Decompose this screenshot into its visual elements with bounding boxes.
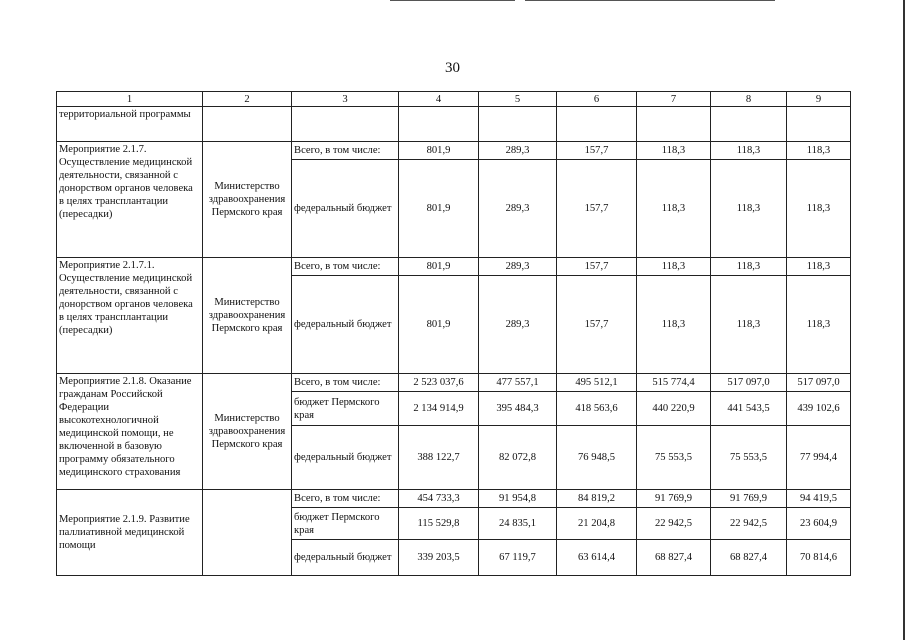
amount-cell: 289,3 [479,160,557,258]
amount-cell: 395 484,3 [479,392,557,426]
amount-cell: 77 994,4 [787,426,851,490]
amount-cell: 801,9 [399,258,479,276]
measure-name: Мероприятие 2.1.8. Оказание гражданам Российской Федерации высокотехнологичной медицинской помощи, не включенной в базовую программу обязательного медицинского страхования [57,374,203,490]
amount-cell: 157,7 [557,276,637,374]
amount-cell: 118,3 [787,276,851,374]
empty-cell [479,107,557,142]
amount-cell: 441 543,5 [711,392,787,426]
amount-cell: 63 614,4 [557,540,637,576]
amount-cell: 118,3 [711,160,787,258]
empty-cell [637,107,711,142]
amount-cell: 118,3 [637,160,711,258]
funding-source: федеральный бюджет [292,276,399,374]
funding-source: Всего, в том числе: [292,142,399,160]
measure-name: Мероприятие 2.1.9. Развитие паллиативной медицинской помощи [57,490,203,576]
column-number: 3 [292,92,399,107]
amount-cell: 517 097,0 [787,374,851,392]
column-number: 6 [557,92,637,107]
amount-cell: 21 204,8 [557,508,637,540]
empty-cell [787,107,851,142]
amount-cell: 22 942,5 [637,508,711,540]
funding-source: Всего, в том числе: [292,490,399,508]
funding-source: федеральный бюджет [292,540,399,576]
amount-cell: 68 827,4 [637,540,711,576]
column-number: 5 [479,92,557,107]
amount-cell: 118,3 [787,160,851,258]
amount-cell: 801,9 [399,160,479,258]
amount-cell: 23 604,9 [787,508,851,540]
amount-cell: 289,3 [479,276,557,374]
empty-cell [292,107,399,142]
column-number: 9 [787,92,851,107]
amount-cell: 118,3 [711,142,787,160]
column-number: 7 [637,92,711,107]
amount-cell: 22 942,5 [711,508,787,540]
amount-cell: 515 774,4 [637,374,711,392]
empty-cell [399,107,479,142]
column-number: 1 [57,92,203,107]
amount-cell: 67 119,7 [479,540,557,576]
funding-source: Всего, в том числе: [292,374,399,392]
amount-cell: 118,3 [637,276,711,374]
funding-source: федеральный бюджет [292,426,399,490]
measure-executor: Министерство здравоохранения Пермского края [203,258,292,374]
amount-cell: 91 769,9 [711,490,787,508]
amount-cell: 118,3 [787,142,851,160]
amount-cell: 118,3 [787,258,851,276]
column-number: 2 [203,92,292,107]
column-number: 4 [399,92,479,107]
amount-cell: 157,7 [557,258,637,276]
table-row [57,142,851,160]
amount-cell: 94 419,5 [787,490,851,508]
amount-cell: 801,9 [399,276,479,374]
measure-name: Мероприятие 2.1.7. Осуществление медицинской деятельности, связанной с донорством органов человека в целях трансплантации (пересадки) [57,142,203,258]
table-row [57,490,851,508]
amount-cell: 84 819,2 [557,490,637,508]
amount-cell: 91 769,9 [637,490,711,508]
funding-source: Всего, в том числе: [292,258,399,276]
empty-cell [203,107,292,142]
amount-cell: 76 948,5 [557,426,637,490]
amount-cell: 289,3 [479,142,557,160]
continuation-text: территориальной программы [57,107,203,142]
funding-source: федеральный бюджет [292,160,399,258]
amount-cell: 75 553,5 [637,426,711,490]
amount-cell: 157,7 [557,142,637,160]
amount-cell: 157,7 [557,160,637,258]
amount-cell: 289,3 [479,258,557,276]
empty-cell [711,107,787,142]
page-number: 30 [445,60,460,76]
amount-cell: 118,3 [711,276,787,374]
amount-cell: 440 220,9 [637,392,711,426]
amount-cell: 439 102,6 [787,392,851,426]
measure-executor: Министерство здравоохранения Пермского края [203,142,292,258]
amount-cell: 2 134 914,9 [399,392,479,426]
amount-cell: 477 557,1 [479,374,557,392]
amount-cell: 68 827,4 [711,540,787,576]
amount-cell: 118,3 [711,258,787,276]
continuation-row [57,107,851,142]
amount-cell: 388 122,7 [399,426,479,490]
budget-table [56,91,851,576]
amount-cell: 517 097,0 [711,374,787,392]
amount-cell: 75 553,5 [711,426,787,490]
column-number-row [57,92,851,107]
amount-cell: 118,3 [637,142,711,160]
amount-cell: 118,3 [637,258,711,276]
measure-executor: Министерство здравоохранения Пермского края [203,374,292,490]
measure-name: Мероприятие 2.1.7.1. Осуществление медицинской деятельности, связанной с донорством органов человека в целях трансплантации (пересадки) [57,258,203,374]
amount-cell: 2 523 037,6 [399,374,479,392]
column-number: 8 [711,92,787,107]
measure-executor [203,490,292,576]
empty-cell [557,107,637,142]
amount-cell: 91 954,8 [479,490,557,508]
amount-cell: 82 072,8 [479,426,557,490]
funding-source: бюджет Пермского края [292,508,399,540]
scan-edge-line [525,0,775,1]
amount-cell: 24 835,1 [479,508,557,540]
amount-cell: 418 563,6 [557,392,637,426]
amount-cell: 801,9 [399,142,479,160]
amount-cell: 70 814,6 [787,540,851,576]
amount-cell: 115 529,8 [399,508,479,540]
table-row [57,258,851,276]
amount-cell: 454 733,3 [399,490,479,508]
amount-cell: 495 512,1 [557,374,637,392]
amount-cell: 339 203,5 [399,540,479,576]
table-row [57,374,851,392]
scan-edge-line [390,0,515,1]
funding-source: бюджет Пермского края [292,392,399,426]
